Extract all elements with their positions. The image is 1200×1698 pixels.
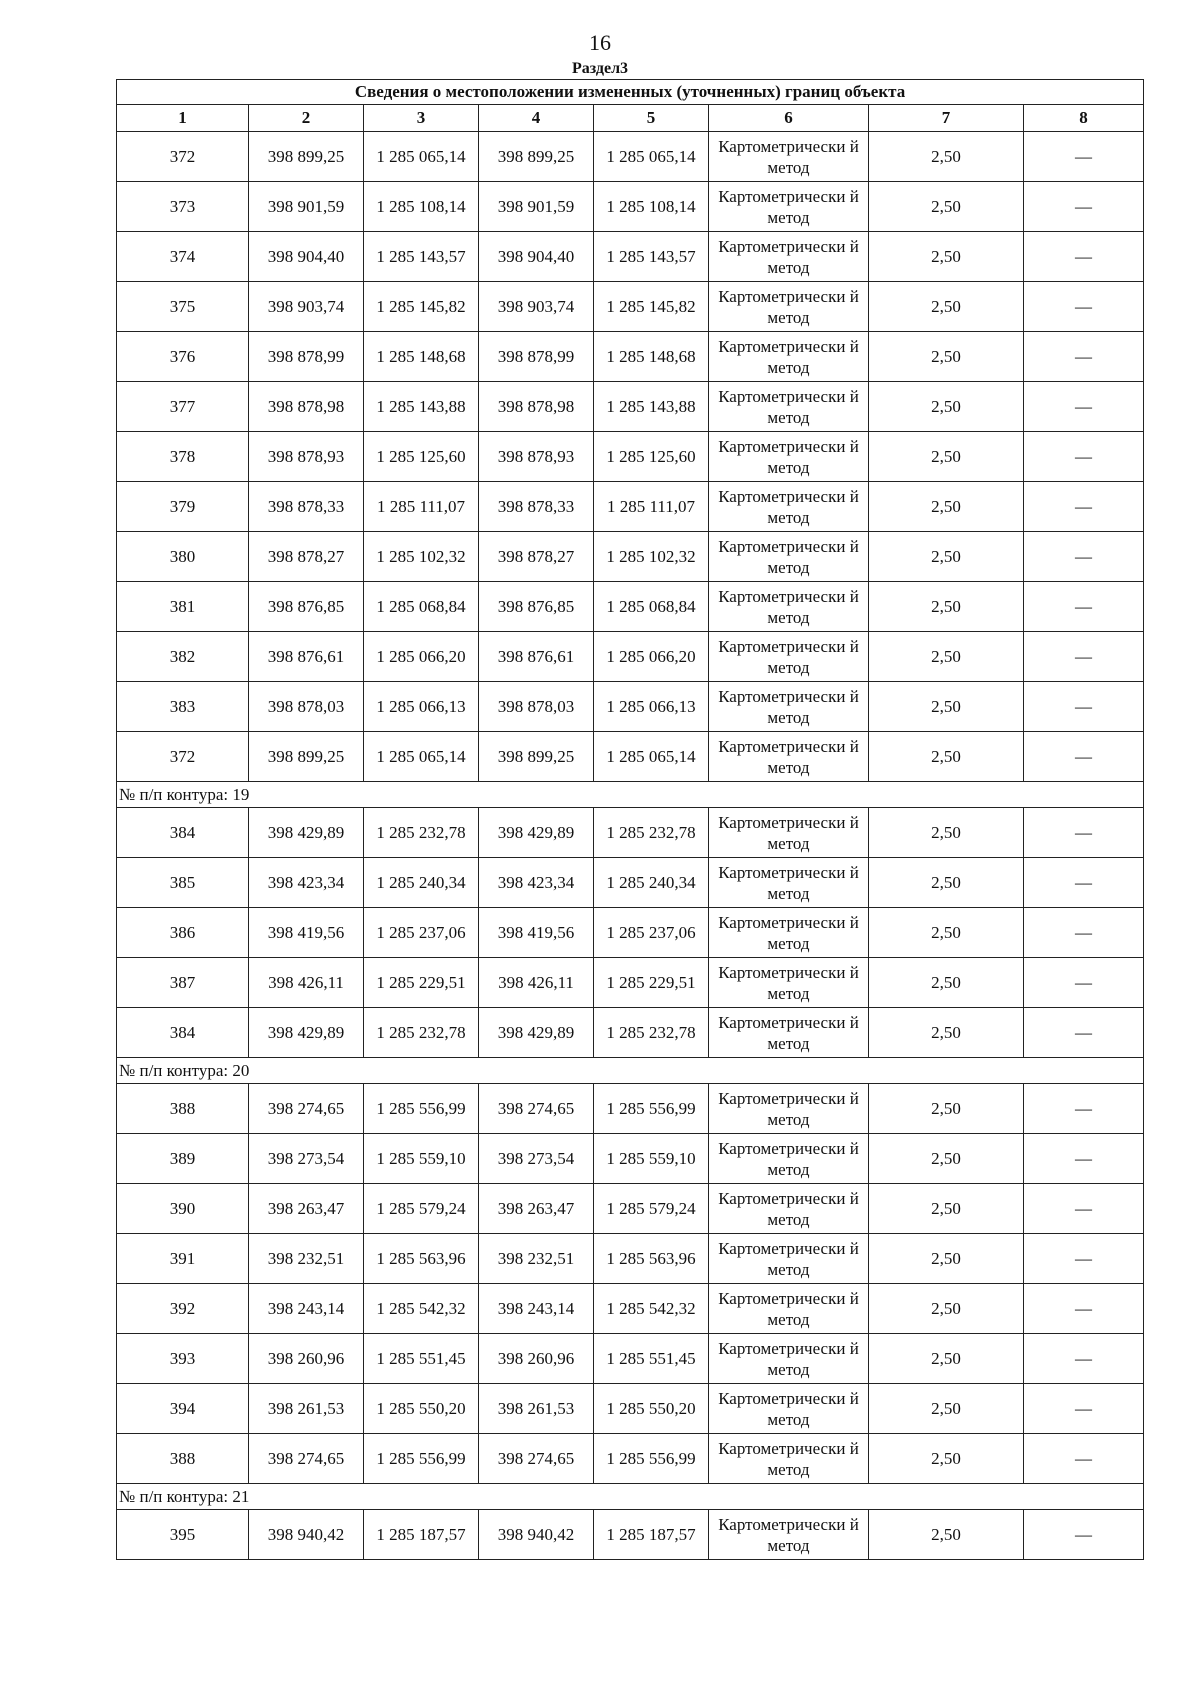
x-coordinate-cell: 398 903,74 bbox=[249, 282, 364, 332]
table-row bbox=[117, 858, 1144, 908]
x-coordinate-cell: 398 260,96 bbox=[479, 1334, 594, 1384]
x-coordinate-cell: 398 904,40 bbox=[479, 232, 594, 282]
accuracy-cell: 2,50 bbox=[869, 482, 1024, 532]
x-coordinate-cell: 398 878,03 bbox=[249, 682, 364, 732]
description-cell: — bbox=[1024, 182, 1144, 232]
point-number-cell: 394 bbox=[117, 1384, 249, 1434]
y-coordinate-cell: 1 285 551,45 bbox=[594, 1334, 709, 1384]
y-coordinate-cell: 1 285 229,51 bbox=[364, 958, 479, 1008]
method-cell: Картометрически й метод bbox=[709, 1384, 869, 1434]
column-header: 4 bbox=[479, 105, 594, 132]
point-number-cell: 379 bbox=[117, 482, 249, 532]
y-coordinate-cell: 1 285 065,14 bbox=[594, 132, 709, 182]
point-number-cell: 389 bbox=[117, 1134, 249, 1184]
contour-row bbox=[117, 782, 1144, 808]
accuracy-cell: 2,50 bbox=[869, 1434, 1024, 1484]
accuracy-cell: 2,50 bbox=[869, 182, 1024, 232]
x-coordinate-cell: 398 878,99 bbox=[479, 332, 594, 382]
method-cell: Картометрически й метод bbox=[709, 732, 869, 782]
description-cell: — bbox=[1024, 958, 1144, 1008]
column-header: 6 bbox=[709, 105, 869, 132]
coordinates-table bbox=[116, 79, 1144, 1560]
x-coordinate-cell: 398 429,89 bbox=[479, 1008, 594, 1058]
point-number-cell: 385 bbox=[117, 858, 249, 908]
point-number-cell: 376 bbox=[117, 332, 249, 382]
method-cell: Картометрически й метод bbox=[709, 1234, 869, 1284]
table-row bbox=[117, 908, 1144, 958]
table-row bbox=[117, 232, 1144, 282]
point-number-cell: 384 bbox=[117, 808, 249, 858]
method-cell: Картометрически й метод bbox=[709, 1008, 869, 1058]
table-caption: Сведения о местоположении измененных (уточненных) границ объекта bbox=[117, 80, 1144, 105]
y-coordinate-cell: 1 285 066,13 bbox=[594, 682, 709, 732]
table-row bbox=[117, 682, 1144, 732]
y-coordinate-cell: 1 285 125,60 bbox=[364, 432, 479, 482]
description-cell: — bbox=[1024, 132, 1144, 182]
x-coordinate-cell: 398 878,93 bbox=[479, 432, 594, 482]
y-coordinate-cell: 1 285 550,20 bbox=[594, 1384, 709, 1434]
table-row bbox=[117, 332, 1144, 382]
contour-row bbox=[117, 1058, 1144, 1084]
description-cell: — bbox=[1024, 1384, 1144, 1434]
point-number-cell: 388 bbox=[117, 1084, 249, 1134]
y-coordinate-cell: 1 285 148,68 bbox=[594, 332, 709, 382]
x-coordinate-cell: 398 260,96 bbox=[249, 1334, 364, 1384]
accuracy-cell: 2,50 bbox=[869, 1008, 1024, 1058]
y-coordinate-cell: 1 285 551,45 bbox=[364, 1334, 479, 1384]
y-coordinate-cell: 1 285 229,51 bbox=[594, 958, 709, 1008]
y-coordinate-cell: 1 285 232,78 bbox=[594, 1008, 709, 1058]
accuracy-cell: 2,50 bbox=[869, 632, 1024, 682]
description-cell: — bbox=[1024, 1008, 1144, 1058]
point-number-cell: 384 bbox=[117, 1008, 249, 1058]
y-coordinate-cell: 1 285 102,32 bbox=[364, 532, 479, 582]
y-coordinate-cell: 1 285 111,07 bbox=[594, 482, 709, 532]
accuracy-cell: 2,50 bbox=[869, 1384, 1024, 1434]
method-cell: Картометрически й метод bbox=[709, 282, 869, 332]
y-coordinate-cell: 1 285 066,13 bbox=[364, 682, 479, 732]
point-number-cell: 383 bbox=[117, 682, 249, 732]
description-cell: — bbox=[1024, 632, 1144, 682]
method-cell: Картометрически й метод bbox=[709, 632, 869, 682]
page-number: 16 bbox=[589, 30, 611, 55]
table-row bbox=[117, 432, 1144, 482]
method-cell: Картометрически й метод bbox=[709, 682, 869, 732]
y-coordinate-cell: 1 285 550,20 bbox=[364, 1384, 479, 1434]
accuracy-cell: 2,50 bbox=[869, 908, 1024, 958]
y-coordinate-cell: 1 285 145,82 bbox=[594, 282, 709, 332]
x-coordinate-cell: 398 899,25 bbox=[479, 732, 594, 782]
x-coordinate-cell: 398 904,40 bbox=[249, 232, 364, 282]
x-coordinate-cell: 398 878,99 bbox=[249, 332, 364, 382]
x-coordinate-cell: 398 426,11 bbox=[479, 958, 594, 1008]
table-row bbox=[117, 632, 1144, 682]
table-row bbox=[117, 1084, 1144, 1134]
x-coordinate-cell: 398 876,85 bbox=[249, 582, 364, 632]
x-coordinate-cell: 398 419,56 bbox=[479, 908, 594, 958]
accuracy-cell: 2,50 bbox=[869, 382, 1024, 432]
table-row bbox=[117, 482, 1144, 532]
description-cell: — bbox=[1024, 1134, 1144, 1184]
accuracy-cell: 2,50 bbox=[869, 582, 1024, 632]
y-coordinate-cell: 1 285 111,07 bbox=[364, 482, 479, 532]
description-cell: — bbox=[1024, 482, 1144, 532]
point-number-cell: 378 bbox=[117, 432, 249, 482]
x-coordinate-cell: 398 899,25 bbox=[249, 132, 364, 182]
column-header: 3 bbox=[364, 105, 479, 132]
description-cell: — bbox=[1024, 858, 1144, 908]
point-number-cell: 393 bbox=[117, 1334, 249, 1384]
x-coordinate-cell: 398 899,25 bbox=[249, 732, 364, 782]
accuracy-cell: 2,50 bbox=[869, 132, 1024, 182]
x-coordinate-cell: 398 274,65 bbox=[479, 1084, 594, 1134]
accuracy-cell: 2,50 bbox=[869, 282, 1024, 332]
accuracy-cell: 2,50 bbox=[869, 682, 1024, 732]
table-row bbox=[117, 532, 1144, 582]
description-cell: — bbox=[1024, 1234, 1144, 1284]
accuracy-cell: 2,50 bbox=[869, 958, 1024, 1008]
description-cell: — bbox=[1024, 282, 1144, 332]
accuracy-cell: 2,50 bbox=[869, 1334, 1024, 1384]
y-coordinate-cell: 1 285 066,20 bbox=[594, 632, 709, 682]
accuracy-cell: 2,50 bbox=[869, 1510, 1024, 1560]
x-coordinate-cell: 398 878,27 bbox=[479, 532, 594, 582]
x-coordinate-cell: 398 878,98 bbox=[249, 382, 364, 432]
method-cell: Картометрически й метод bbox=[709, 532, 869, 582]
x-coordinate-cell: 398 878,98 bbox=[479, 382, 594, 432]
point-number-cell: 390 bbox=[117, 1184, 249, 1234]
column-header-row bbox=[117, 105, 1144, 132]
description-cell: — bbox=[1024, 1510, 1144, 1560]
point-number-cell: 395 bbox=[117, 1510, 249, 1560]
point-number-cell: 375 bbox=[117, 282, 249, 332]
description-cell: — bbox=[1024, 232, 1144, 282]
x-coordinate-cell: 398 878,93 bbox=[249, 432, 364, 482]
table-row bbox=[117, 1384, 1144, 1434]
x-coordinate-cell: 398 876,61 bbox=[249, 632, 364, 682]
y-coordinate-cell: 1 285 542,32 bbox=[364, 1284, 479, 1334]
y-coordinate-cell: 1 285 143,57 bbox=[594, 232, 709, 282]
method-cell: Картометрически й метод bbox=[709, 1510, 869, 1560]
y-coordinate-cell: 1 285 559,10 bbox=[364, 1134, 479, 1184]
table-row bbox=[117, 1234, 1144, 1284]
method-cell: Картометрически й метод bbox=[709, 1184, 869, 1234]
method-cell: Картометрически й метод bbox=[709, 1084, 869, 1134]
method-cell: Картометрически й метод bbox=[709, 1434, 869, 1484]
y-coordinate-cell: 1 285 563,96 bbox=[594, 1234, 709, 1284]
accuracy-cell: 2,50 bbox=[869, 532, 1024, 582]
method-cell: Картометрически й метод bbox=[709, 132, 869, 182]
x-coordinate-cell: 398 419,56 bbox=[249, 908, 364, 958]
y-coordinate-cell: 1 285 108,14 bbox=[594, 182, 709, 232]
y-coordinate-cell: 1 285 108,14 bbox=[364, 182, 479, 232]
x-coordinate-cell: 398 878,33 bbox=[249, 482, 364, 532]
contour-label: № п/п контура: 21 bbox=[117, 1484, 1144, 1510]
y-coordinate-cell: 1 285 237,06 bbox=[594, 908, 709, 958]
accuracy-cell: 2,50 bbox=[869, 1284, 1024, 1334]
x-coordinate-cell: 398 903,74 bbox=[479, 282, 594, 332]
point-number-cell: 391 bbox=[117, 1234, 249, 1284]
y-coordinate-cell: 1 285 068,84 bbox=[364, 582, 479, 632]
description-cell: — bbox=[1024, 1084, 1144, 1134]
x-coordinate-cell: 398 429,89 bbox=[249, 808, 364, 858]
method-cell: Картометрически й метод bbox=[709, 808, 869, 858]
table-row bbox=[117, 808, 1144, 858]
y-coordinate-cell: 1 285 232,78 bbox=[364, 1008, 479, 1058]
description-cell: — bbox=[1024, 382, 1144, 432]
x-coordinate-cell: 398 243,14 bbox=[249, 1284, 364, 1334]
table-row bbox=[117, 282, 1144, 332]
y-coordinate-cell: 1 285 102,32 bbox=[594, 532, 709, 582]
x-coordinate-cell: 398 878,27 bbox=[249, 532, 364, 582]
description-cell: — bbox=[1024, 808, 1144, 858]
description-cell: — bbox=[1024, 532, 1144, 582]
point-number-cell: 392 bbox=[117, 1284, 249, 1334]
point-number-cell: 381 bbox=[117, 582, 249, 632]
method-cell: Картометрически й метод bbox=[709, 1334, 869, 1384]
y-coordinate-cell: 1 285 556,99 bbox=[364, 1084, 479, 1134]
y-coordinate-cell: 1 285 125,60 bbox=[594, 432, 709, 482]
y-coordinate-cell: 1 285 065,14 bbox=[364, 132, 479, 182]
method-cell: Картометрически й метод bbox=[709, 858, 869, 908]
method-cell: Картометрически й метод bbox=[709, 182, 869, 232]
table-row bbox=[117, 382, 1144, 432]
x-coordinate-cell: 398 274,65 bbox=[479, 1434, 594, 1484]
description-cell: — bbox=[1024, 1334, 1144, 1384]
accuracy-cell: 2,50 bbox=[869, 858, 1024, 908]
accuracy-cell: 2,50 bbox=[869, 808, 1024, 858]
y-coordinate-cell: 1 285 148,68 bbox=[364, 332, 479, 382]
table-row bbox=[117, 732, 1144, 782]
y-coordinate-cell: 1 285 143,88 bbox=[594, 382, 709, 432]
x-coordinate-cell: 398 274,65 bbox=[249, 1434, 364, 1484]
accuracy-cell: 2,50 bbox=[869, 332, 1024, 382]
x-coordinate-cell: 398 423,34 bbox=[479, 858, 594, 908]
y-coordinate-cell: 1 285 232,78 bbox=[594, 808, 709, 858]
x-coordinate-cell: 398 940,42 bbox=[249, 1510, 364, 1560]
x-coordinate-cell: 398 273,54 bbox=[249, 1134, 364, 1184]
contour-label: № п/п контура: 19 bbox=[117, 782, 1144, 808]
method-cell: Картометрически й метод bbox=[709, 482, 869, 532]
description-cell: — bbox=[1024, 682, 1144, 732]
x-coordinate-cell: 398 876,85 bbox=[479, 582, 594, 632]
x-coordinate-cell: 398 429,89 bbox=[479, 808, 594, 858]
table-row bbox=[117, 1134, 1144, 1184]
section-title: Раздел3 bbox=[571, 60, 629, 77]
table-row bbox=[117, 1434, 1144, 1484]
contour-label: № п/п контура: 20 bbox=[117, 1058, 1144, 1084]
y-coordinate-cell: 1 285 232,78 bbox=[364, 808, 479, 858]
description-cell: — bbox=[1024, 332, 1144, 382]
x-coordinate-cell: 398 429,89 bbox=[249, 1008, 364, 1058]
method-cell: Картометрически й метод bbox=[709, 432, 869, 482]
table-row bbox=[117, 1184, 1144, 1234]
column-header: 1 bbox=[117, 105, 249, 132]
description-cell: — bbox=[1024, 908, 1144, 958]
accuracy-cell: 2,50 bbox=[869, 1084, 1024, 1134]
column-header: 8 bbox=[1024, 105, 1144, 132]
accuracy-cell: 2,50 bbox=[869, 1134, 1024, 1184]
x-coordinate-cell: 398 878,33 bbox=[479, 482, 594, 532]
y-coordinate-cell: 1 285 559,10 bbox=[594, 1134, 709, 1184]
y-coordinate-cell: 1 285 556,99 bbox=[594, 1084, 709, 1134]
description-cell: — bbox=[1024, 1184, 1144, 1234]
column-header: 2 bbox=[249, 105, 364, 132]
y-coordinate-cell: 1 285 240,34 bbox=[594, 858, 709, 908]
method-cell: Картометрически й метод bbox=[709, 1284, 869, 1334]
table-row bbox=[117, 1284, 1144, 1334]
y-coordinate-cell: 1 285 187,57 bbox=[364, 1510, 479, 1560]
accuracy-cell: 2,50 bbox=[869, 1184, 1024, 1234]
point-number-cell: 372 bbox=[117, 132, 249, 182]
point-number-cell: 377 bbox=[117, 382, 249, 432]
point-number-cell: 373 bbox=[117, 182, 249, 232]
y-coordinate-cell: 1 285 563,96 bbox=[364, 1234, 479, 1284]
y-coordinate-cell: 1 285 240,34 bbox=[364, 858, 479, 908]
x-coordinate-cell: 398 901,59 bbox=[479, 182, 594, 232]
point-number-cell: 372 bbox=[117, 732, 249, 782]
table-row bbox=[117, 958, 1144, 1008]
y-coordinate-cell: 1 285 065,14 bbox=[594, 732, 709, 782]
x-coordinate-cell: 398 899,25 bbox=[479, 132, 594, 182]
table-row bbox=[117, 132, 1144, 182]
y-coordinate-cell: 1 285 579,24 bbox=[364, 1184, 479, 1234]
accuracy-cell: 2,50 bbox=[869, 232, 1024, 282]
method-cell: Картометрически й метод bbox=[709, 332, 869, 382]
description-cell: — bbox=[1024, 1284, 1144, 1334]
y-coordinate-cell: 1 285 143,88 bbox=[364, 382, 479, 432]
table-row bbox=[117, 1510, 1144, 1560]
x-coordinate-cell: 398 243,14 bbox=[479, 1284, 594, 1334]
x-coordinate-cell: 398 261,53 bbox=[479, 1384, 594, 1434]
description-cell: — bbox=[1024, 1434, 1144, 1484]
y-coordinate-cell: 1 285 237,06 bbox=[364, 908, 479, 958]
table-row bbox=[117, 582, 1144, 632]
x-coordinate-cell: 398 426,11 bbox=[249, 958, 364, 1008]
table-row bbox=[117, 182, 1144, 232]
point-number-cell: 388 bbox=[117, 1434, 249, 1484]
accuracy-cell: 2,50 bbox=[869, 1234, 1024, 1284]
y-coordinate-cell: 1 285 143,57 bbox=[364, 232, 479, 282]
table-row bbox=[117, 1334, 1144, 1384]
method-cell: Картометрически й метод bbox=[709, 1134, 869, 1184]
method-cell: Картометрически й метод bbox=[709, 232, 869, 282]
x-coordinate-cell: 398 274,65 bbox=[249, 1084, 364, 1134]
y-coordinate-cell: 1 285 068,84 bbox=[594, 582, 709, 632]
table-body bbox=[117, 132, 1144, 1560]
y-coordinate-cell: 1 285 579,24 bbox=[594, 1184, 709, 1234]
x-coordinate-cell: 398 263,47 bbox=[479, 1184, 594, 1234]
x-coordinate-cell: 398 273,54 bbox=[479, 1134, 594, 1184]
x-coordinate-cell: 398 423,34 bbox=[249, 858, 364, 908]
y-coordinate-cell: 1 285 187,57 bbox=[594, 1510, 709, 1560]
y-coordinate-cell: 1 285 065,14 bbox=[364, 732, 479, 782]
x-coordinate-cell: 398 940,42 bbox=[479, 1510, 594, 1560]
point-number-cell: 380 bbox=[117, 532, 249, 582]
point-number-cell: 382 bbox=[117, 632, 249, 682]
method-cell: Картометрически й метод bbox=[709, 382, 869, 432]
x-coordinate-cell: 398 901,59 bbox=[249, 182, 364, 232]
description-cell: — bbox=[1024, 732, 1144, 782]
x-coordinate-cell: 398 232,51 bbox=[249, 1234, 364, 1284]
point-number-cell: 387 bbox=[117, 958, 249, 1008]
accuracy-cell: 2,50 bbox=[869, 732, 1024, 782]
x-coordinate-cell: 398 876,61 bbox=[479, 632, 594, 682]
column-header: 5 bbox=[594, 105, 709, 132]
method-cell: Картометрически й метод bbox=[709, 582, 869, 632]
description-cell: — bbox=[1024, 582, 1144, 632]
table-caption-row bbox=[117, 80, 1144, 105]
table-row bbox=[117, 1008, 1144, 1058]
method-cell: Картометрически й метод bbox=[709, 958, 869, 1008]
y-coordinate-cell: 1 285 066,20 bbox=[364, 632, 479, 682]
method-cell: Картометрически й метод bbox=[709, 908, 869, 958]
y-coordinate-cell: 1 285 556,99 bbox=[364, 1434, 479, 1484]
point-number-cell: 374 bbox=[117, 232, 249, 282]
x-coordinate-cell: 398 232,51 bbox=[479, 1234, 594, 1284]
point-number-cell: 386 bbox=[117, 908, 249, 958]
contour-row bbox=[117, 1484, 1144, 1510]
x-coordinate-cell: 398 263,47 bbox=[249, 1184, 364, 1234]
y-coordinate-cell: 1 285 145,82 bbox=[364, 282, 479, 332]
x-coordinate-cell: 398 878,03 bbox=[479, 682, 594, 732]
description-cell: — bbox=[1024, 432, 1144, 482]
x-coordinate-cell: 398 261,53 bbox=[249, 1384, 364, 1434]
y-coordinate-cell: 1 285 556,99 bbox=[594, 1434, 709, 1484]
column-header: 7 bbox=[869, 105, 1024, 132]
accuracy-cell: 2,50 bbox=[869, 432, 1024, 482]
y-coordinate-cell: 1 285 542,32 bbox=[594, 1284, 709, 1334]
